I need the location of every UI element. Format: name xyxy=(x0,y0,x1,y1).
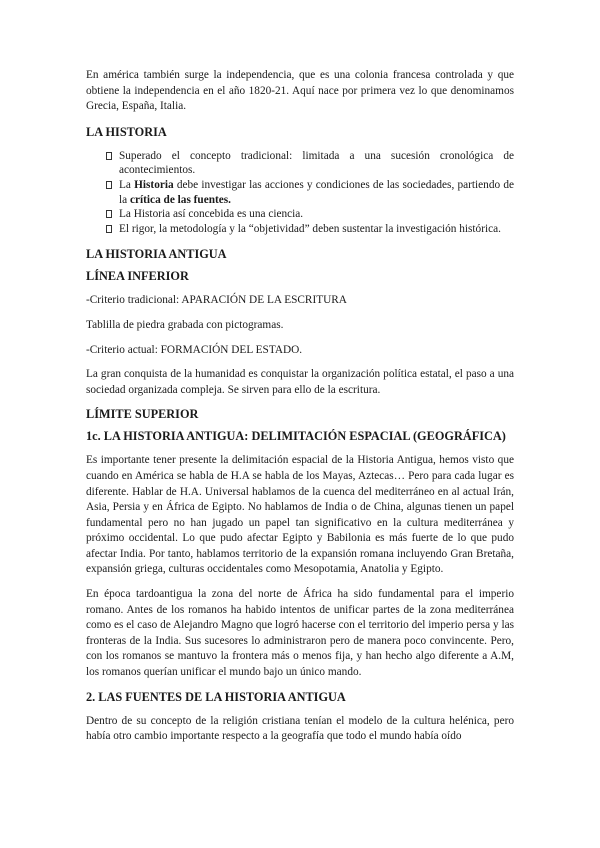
intro-paragraph: En américa también surge la independencia, que es una colonia francesa controlada y que obtiene la independencia en el año 1820-21. Aquí nace por primera vez lo que denominamos Grecia, España, Italia. xyxy=(86,69,514,113)
bullet-box-icon xyxy=(106,152,112,160)
heading-limite-superior: LÍMITE SUPERIOR xyxy=(86,407,199,422)
heading-la-historia: LA HISTORIA xyxy=(86,124,167,139)
criterio-actual: -Criterio actual: FORMACIÓN DEL ESTADO. xyxy=(86,343,303,356)
tablilla-text: Tablilla de piedra grabada con pictogramas. xyxy=(86,318,284,331)
epoca-paragraph: En época tardoantigua la zona del norte de África ha sido fundamental para el imperio romano. Antes de los romanos ha habido intentos de unificar partes de la zona mediterránea como es el caso de Alejandro Magno que logró hacerse con el territorio del imperio persa y las fronteras de la India. Sus sucesores lo administraron pero de manera poco convincente. Pero, con los romanos se mantuvo la frontera más o menos fija, y han hecho algo diferente a A.M, los romanos querían unificar el mundo bajo un único mando. xyxy=(86,588,514,679)
criterio-tradicional: -Criterio tradicional: APARACIÓN DE LA ESCRITURA xyxy=(86,294,347,307)
conquista-paragraph: La gran conquista de la humanidad es conquistar la organización política estatal, el paso a una sociedad organizada compleja. Se sirven para ello de la escritura. xyxy=(86,368,514,396)
list-item: La Historia debe investigar las acciones y condiciones de las sociedades, partiendo de la crítica de las fuentes. xyxy=(106,178,514,207)
heading-1c: 1c. LA HISTORIA ANTIGUA: DELIMITACIÓN ESPACIAL (GEOGRÁFICA) xyxy=(86,429,506,444)
heading-historia-antigua: LA HISTORIA ANTIGUA xyxy=(86,247,227,262)
importante-paragraph: Es importante tener presente la delimitación espacial de la Historia Antigua, hemos visto que cuando en América se habla de H.A se habla de los Mayas, Aztecas… Pero para cada lugar es diferente. Hablar de H.A. Universal hablamos de la cuenca del mediterráneo en al actual Irán, Asia, Persia y en África de Egipto. No hablamos de India o de China, algunas tienen un papel fundamental pero no han jugado un papel tan significativo en la cultura mediterránea y próximo occidental. Lo que pudo afectar Egipto y Babilonia es más fuerte de lo que pudo afectar India. Por tanto, hablamos territorio de la expansión romana incluyendo Gran Bretaña, expansión griega, culturas occidentales como Mesopotamia, Anatolia y Egipto. xyxy=(86,454,514,576)
bullet-box-icon xyxy=(106,225,112,233)
bullet-box-icon xyxy=(106,210,112,218)
historia-bullet-list xyxy=(86,149,514,237)
list-item: La Historia así concebida es una ciencia. xyxy=(106,207,514,222)
list-item: Superado el concepto tradicional: limitada a una sucesión cronológica de acontecimientos. xyxy=(106,149,514,178)
dentro-paragraph: Dentro de su concepto de la religión cristiana tenían el modelo de la cultura helénica, pero había otro cambio importante respecto a la geografía que todo el mundo había oído xyxy=(86,714,514,743)
heading-fuentes: 2. LAS FUENTES DE LA HISTORIA ANTIGUA xyxy=(86,689,346,704)
document-page xyxy=(86,68,514,745)
bullet-box-icon xyxy=(106,181,112,189)
list-item: El rigor, la metodología y la “objetividad” deben sustentar la investigación histórica. xyxy=(106,222,514,237)
heading-linea-inferior: LÍNEA INFERIOR xyxy=(86,269,189,284)
